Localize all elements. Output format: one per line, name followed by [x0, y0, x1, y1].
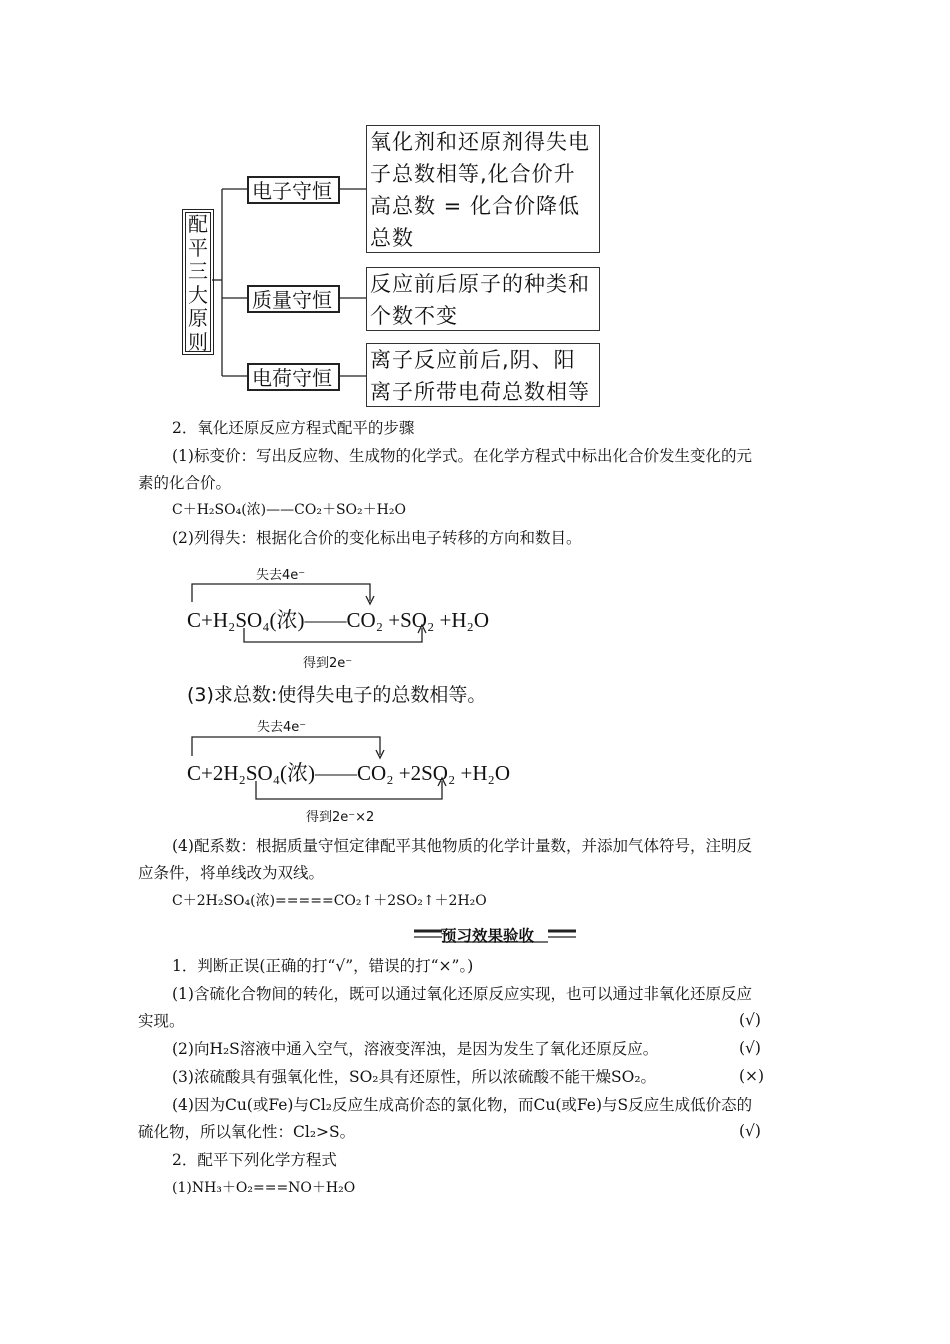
step1-text-line2: 素的化合价。 — [138, 474, 232, 492]
q1-item2-mark: (√) — [739, 1039, 761, 1057]
q1-item1-line1: (1)含硫化合物间的转化，既可以通过氧化还原反应实现，也可以通过非氧化还原反应 — [172, 985, 752, 1003]
equation-balanced: C＋2H₂SO₄(浓)=====CO₂↑＋2SO₂↑＋2H₂O — [172, 893, 487, 909]
branch-desc-electron: 氧化剂和还原剂得失电子总数相等,化合价升高总数 = 化合价降低总数 — [366, 125, 600, 253]
steps-title: 2．氧化还原反应方程式配平的步骤 — [172, 419, 415, 437]
q2-title: 2．配平下列化学方程式 — [172, 1151, 337, 1169]
banner-title: 预习效果验收 — [441, 927, 535, 945]
fig2-gain-label: 得到2e⁻×2 — [306, 810, 375, 825]
q2-equation-1: (1)NH₃＋O₂===NO＋H₂O — [172, 1180, 356, 1196]
fig1-gain-label: 得到2e⁻ — [303, 656, 353, 671]
fig2-equation: C+2H₂SO₄(浓)——CO₂ +2SO₂ +H₂O — [187, 761, 511, 785]
q1-item1-line2: 实现。 — [138, 1012, 185, 1030]
q1-item4-mark: (√) — [739, 1122, 761, 1140]
branch-desc-mass: 反应前后原子的种类和个数不变 — [366, 267, 600, 331]
branch-label-electron: 电子守恒 — [247, 176, 340, 204]
fig1-lose-label: 失去4e⁻ — [256, 568, 306, 583]
branch-label-mass: 质量守恒 — [247, 285, 340, 313]
branch-desc-charge: 离子反应前后,阴、阳离子所带电荷总数相等 — [366, 343, 600, 407]
branch-label-charge: 电荷守恒 — [247, 363, 340, 391]
step3-text: (3)求总数:使得失电子的总数相等。 — [187, 684, 487, 706]
step1-text-line1: (1)标变价：写出反应物、生成物的化学式。在化学方程式中标出化合价发生变化的元 — [172, 447, 752, 465]
q1-item3: (3)浓硫酸具有强氧化性，SO₂具有还原性，所以浓硫酸不能干燥SO₂。 — [172, 1068, 657, 1086]
step4-text-line1: (4)配系数：根据质量守恒定律配平其他物质的化学计量数，并添加气体符号，注明反 — [172, 837, 752, 855]
q1-item3-mark: (×) — [739, 1067, 765, 1085]
q1-item1-mark: (√) — [739, 1011, 761, 1029]
step2-text: (2)列得失：根据化合价的变化标出电子转移的方向和数目。 — [172, 529, 582, 547]
q1-item2: (2)向H₂S溶液中通入空气，溶液变浑浊，是因为发生了氧化还原反应。 — [172, 1040, 659, 1058]
q1-title: 1．判断正误(正确的打“√”，错误的打“×”。) — [172, 957, 474, 975]
fig1-equation: C+H₂SO₄(浓)——CO₂ +SO₂ +H₂O — [187, 608, 490, 632]
q1-item4-line2: 硫化物，所以氧化性：Cl₂>S。 — [138, 1123, 356, 1141]
fig2-lose-label: 失去4e⁻ — [257, 720, 307, 735]
step4-text-line2: 应条件，将单线改为双线。 — [138, 864, 325, 882]
diagram-root: 配平三大原则 — [185, 212, 211, 352]
equation-unbalanced: C＋H₂SO₄(浓)——CO₂＋SO₂＋H₂O — [172, 502, 406, 518]
q1-item4-line1: (4)因为Cu(或Fe)与Cl₂反应生成高价态的氯化物，而Cu(或Fe)与S反应生成低价态的 — [172, 1096, 753, 1114]
